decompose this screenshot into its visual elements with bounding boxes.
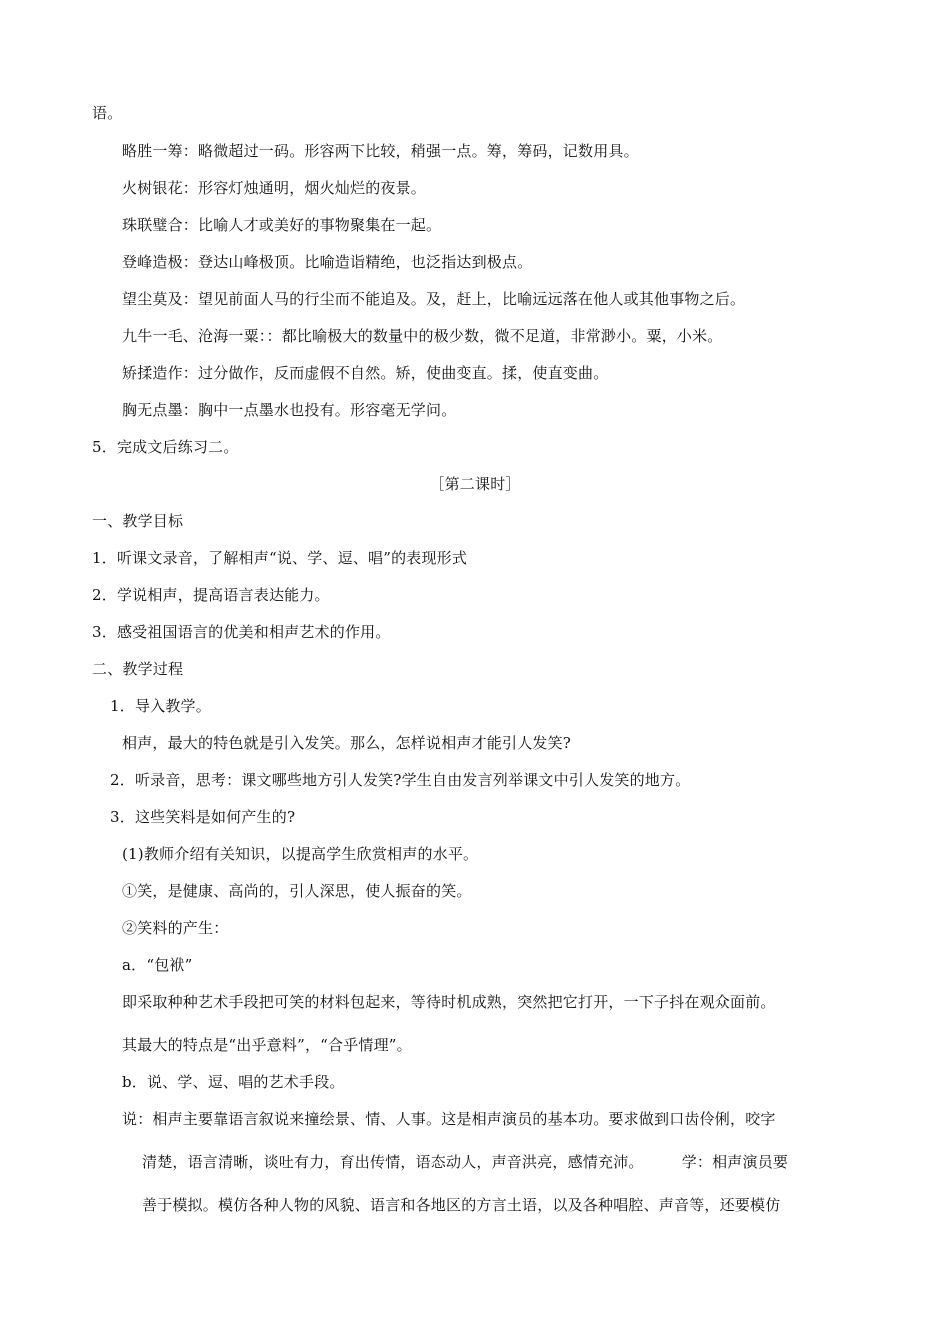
goal-3: 3．感受祖国语言的优美和相声艺术的作用。 (92, 623, 391, 641)
idiom-huo-shu-yin-hua: 火树银花：形容灯烛通明，烟火灿烂的夜景。 (122, 179, 427, 197)
step-5-exercise: 5．完成文后练习二。 (92, 438, 239, 456)
heading-teaching-goals: 一、教学目标 (92, 512, 184, 530)
laughter-point-2: ②笑料的产生： (122, 919, 229, 937)
technique-xue-line: 善于模拟。模仿各种人物的风貌、语言和各地区的方言土语，以及各种唱腔、声音等，还要模仿 (142, 1196, 781, 1214)
process-step-2: 2．听录音，思考：课文哪些地方引人发笑?学生自由发言列举课文中引人发笑的地方。 (110, 771, 691, 789)
baofu-definition: 即采取种种艺术手段把可笑的材料包起来，等待时机成熟，突然把它打开，一下子抖在观众面前。 (122, 993, 776, 1011)
idiom-wang-chen-mo-ji: 望尘莫及：望见前面人马的行尘而不能追及。及，赶上，比喻远远落在他人或其他事物之后。 (122, 290, 746, 308)
section-heading-second-lesson: ［第二课时］ (429, 475, 521, 493)
sub-item-a-baofu: a．“包袱” (122, 956, 193, 974)
text-line-continuation: 语。 (92, 104, 123, 122)
process-step-1-detail: 相声，最大的特色就是引入发笑。那么，怎样说相声才能引人发笑? (122, 734, 572, 752)
laughter-point-1: ①笑，是健康、高尚的，引人深思，使人振奋的笑。 (122, 882, 472, 900)
idiom-deng-feng-zao-ji: 登峰造极：登达山峰极顶。比喻造诣精绝，也泛指达到极点。 (122, 253, 533, 271)
baofu-feature: 其最大的特点是“出乎意料”，“合乎情理”。 (122, 1036, 412, 1054)
idiom-jiao-rou-zao-zuo: 矫揉造作：过分做作，反而虚假不自然。矫，使曲变直。揉，使直变曲。 (122, 364, 609, 382)
goal-1: 1．听课文录音，了解相声“说、学、逗、唱”的表现形式 (92, 549, 468, 567)
idiom-zhu-lian-bi-he: 珠联璧合：比喻人才或美好的事物聚集在一起。 (122, 216, 442, 234)
idiom-jiu-niu-yi-mao: 九牛一毛、沧海一粟：：都比喻极大的数量中的极少数，微不足道，非常渺小。粟，小米。 (122, 327, 723, 345)
technique-shuo-line-1: 说：相声主要靠语言叙说来撞绘景、情、人事。这是相声演员的基本功。要求做到口齿伶俐，咬字 (122, 1110, 776, 1128)
process-step-1: 1．导入教学。 (110, 697, 211, 715)
idiom-lue-sheng-yi-chou: 略胜一筹：略微超过一码。形容两下比较，稍强一点。筹，筹码，记数用具。 (122, 142, 639, 160)
process-step-3: 3．这些笑料是如何产生的? (110, 808, 296, 826)
technique-shuo-line-2: 清楚，语言清晰，谈吐有力，育出传情，语态动人，声音洪亮，感情充沛。 学：相声演员要 (142, 1153, 789, 1171)
idiom-xiong-wu-dian-mo: 胸无点墨：胸中一点墨水也投有。形容毫无学问。 (122, 401, 457, 419)
sub-item-b-techniques: b．说、学、逗、唱的艺术手段。 (122, 1073, 345, 1091)
process-step-3-item-1: (1)教师介绍有关知识，以提高学生欣赏相声的水平。 (122, 845, 479, 863)
heading-teaching-process: 二、教学过程 (92, 660, 184, 678)
goal-2: 2．学说相声，提高语言表达能力。 (92, 586, 330, 604)
